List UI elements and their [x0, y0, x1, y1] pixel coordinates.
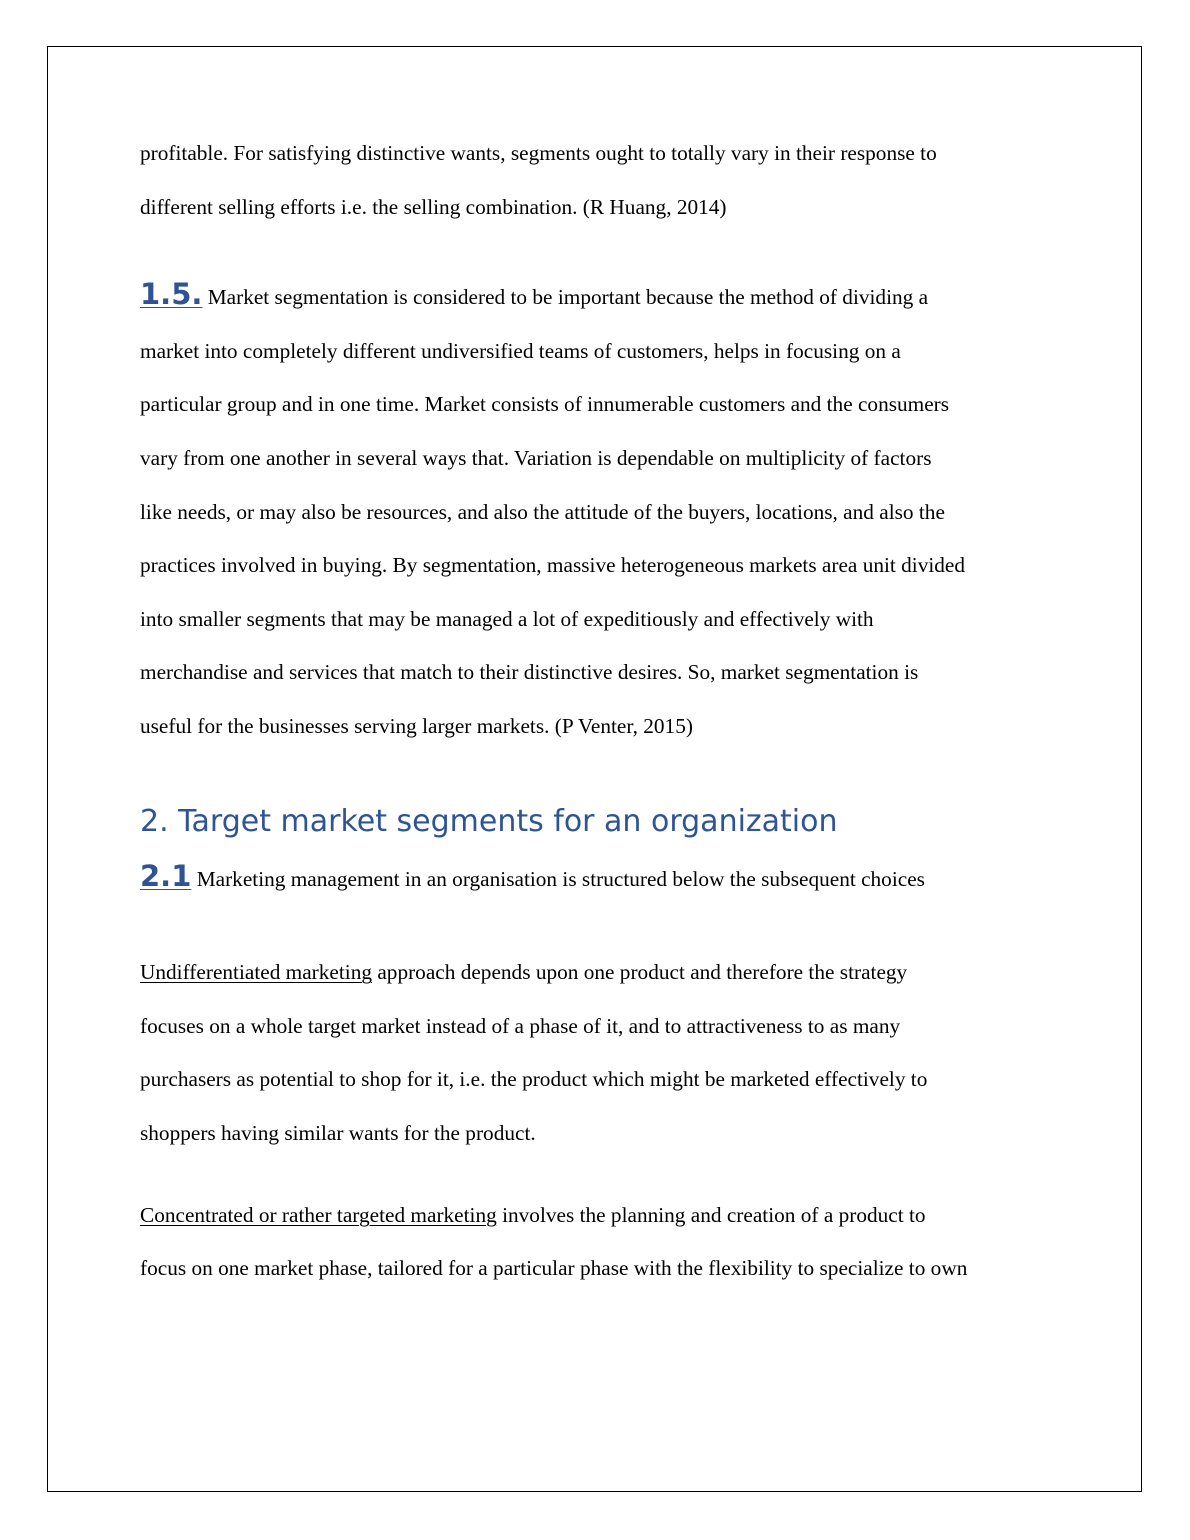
text-line: vary from one another in several ways that. Variation is dependable on multiplicity of factors: [140, 445, 932, 470]
document-body: [140, 127, 1060, 1296]
text-line: profitable. For satisfying distinctive wants, segments ought to totally vary in their response to: [140, 141, 937, 165]
text-line: focuses on a whole target market instead of a phase of it, and to attractiveness to as many: [140, 1013, 901, 1038]
text-line: like needs, or may also be resources, and also the attitude of the buyers, locations, and also the: [140, 499, 945, 524]
text-line: [140, 268, 1060, 325]
text-line: [140, 850, 1060, 907]
section-1-5-text: Market segmentation is considered to be important because the method of dividing a: [202, 285, 929, 310]
section-number-2-1: 2.1: [140, 858, 192, 893]
term-concentrated-marketing: Concentrated or rather targeted marketing: [140, 1202, 497, 1227]
text-line: useful for the businesses serving larger markets. (P Venter, 2015): [140, 713, 693, 738]
undifferentiated-text: approach depends upon one product and therefore the strategy: [372, 960, 908, 985]
text-line: into smaller segments that may be managed a lot of expeditiously and effectively with: [140, 606, 874, 631]
section-1-5: [140, 268, 1060, 753]
text-line: particular group and in one time. Market consists of innumerable customers and the consumers: [140, 392, 950, 417]
section-2-1-text: Marketing management in an organisation is structured below the subsequent choices: [191, 866, 925, 891]
text-line: shoppers having similar wants for the product.: [140, 1120, 536, 1145]
text-line: [140, 1189, 1060, 1243]
text-line: merchandise and services that match to their distinctive desires. So, market segmentation is: [140, 660, 919, 685]
text-line: market into completely different undiversified teams of customers, helps in focusing on a: [140, 338, 901, 363]
text-line: different selling efforts i.e. the selling combination. (R Huang, 2014): [140, 194, 727, 219]
heading-target-market-segments: 2. Target market segments for an organization: [140, 803, 838, 839]
paragraph-concentrated-marketing: [140, 1189, 1060, 1296]
term-undifferentiated-marketing: Undifferentiated marketing: [140, 960, 373, 985]
section-2-1: [140, 850, 1060, 907]
paragraph-intro: [140, 127, 1060, 234]
section-number-1-5: 1.5.: [140, 277, 203, 312]
text-line: purchasers as potential to shop for it, i.e. the product which might be marketed effectively to: [140, 1067, 928, 1092]
text-line: practices involved in buying. By segmentation, massive heterogeneous markets area unit divided: [140, 553, 966, 578]
text-line: focus on one market phase, tailored for a particular phase with the flexibility to specialize to own: [140, 1256, 968, 1281]
text-line: [140, 946, 1060, 1000]
concentrated-text: involves the planning and creation of a product to: [496, 1202, 926, 1227]
paragraph-undifferentiated-marketing: [140, 946, 1060, 1160]
